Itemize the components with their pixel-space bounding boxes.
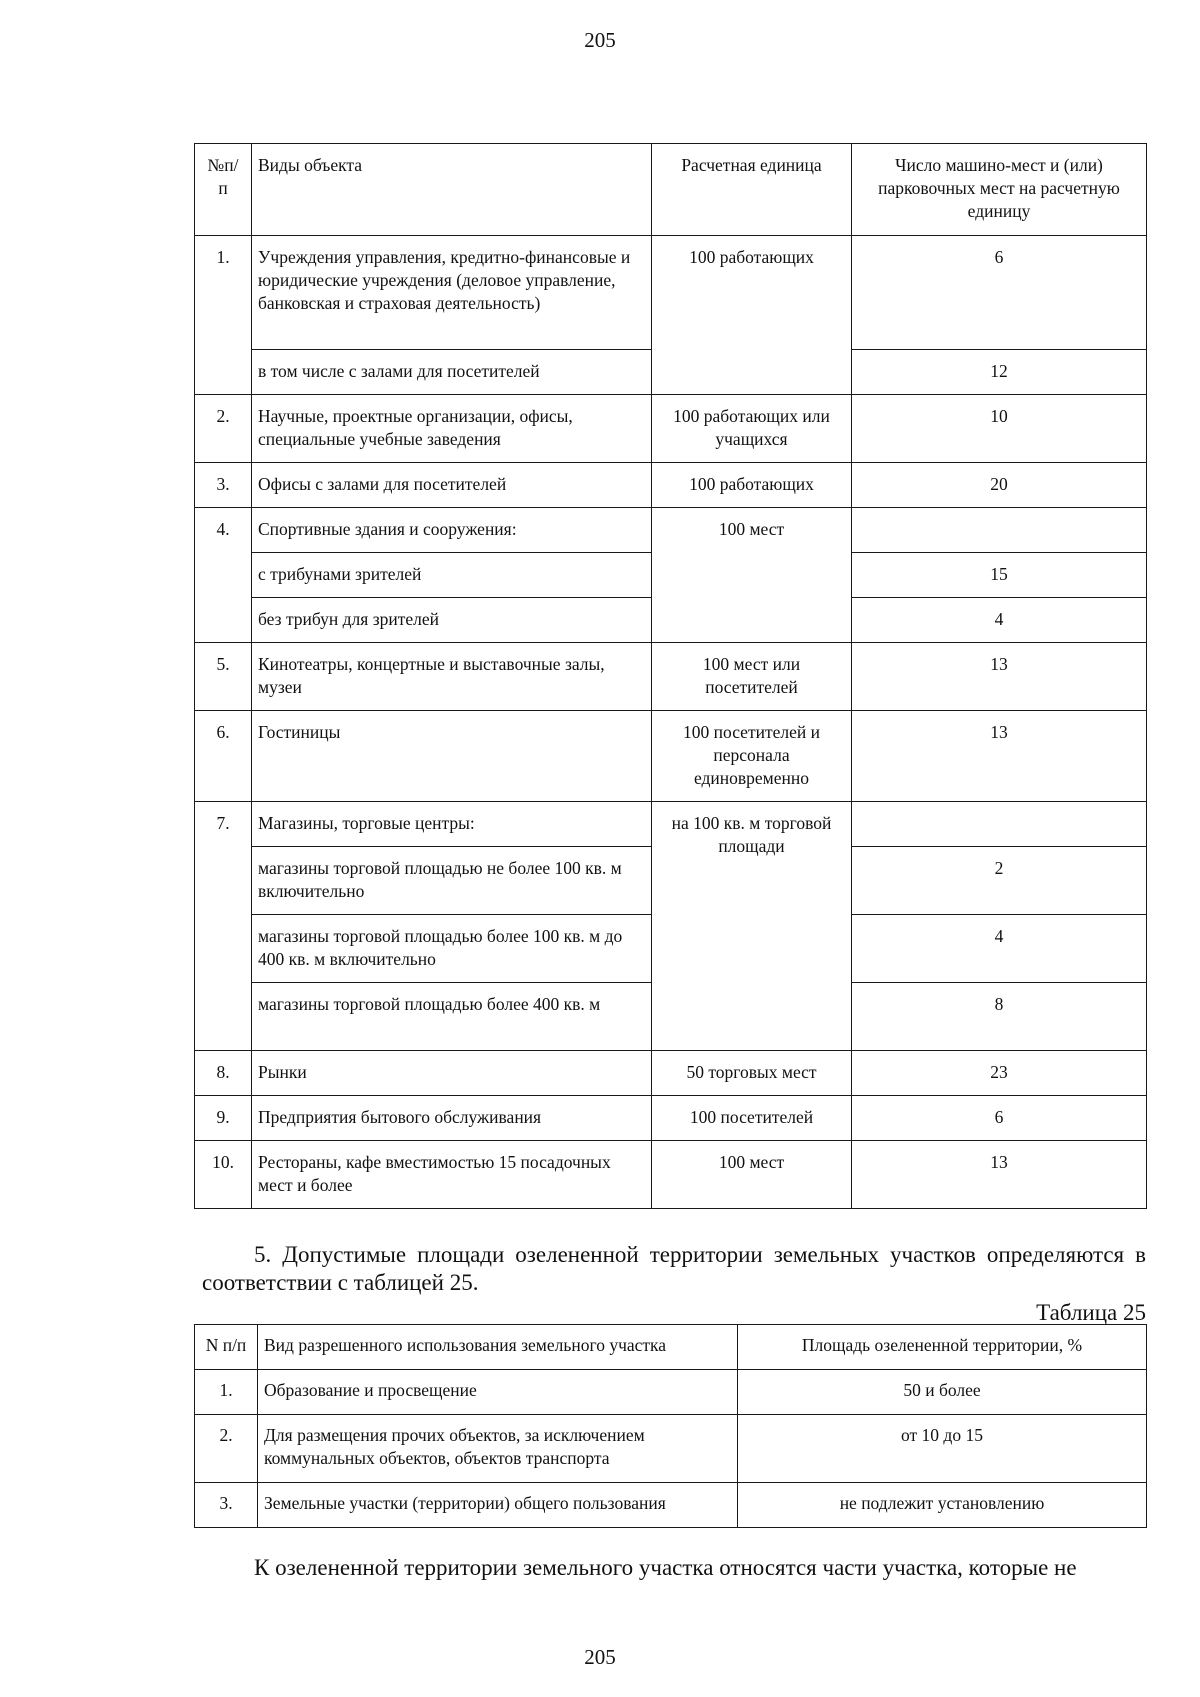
table-row bbox=[195, 508, 1147, 553]
page-number-bottom: 205 bbox=[584, 1645, 616, 1669]
row-land-use: Образование и просвещение bbox=[258, 1370, 738, 1415]
row-num: 1. bbox=[195, 236, 252, 395]
row-object-type: магазины торговой площадью не более 100 кв. м включительно bbox=[252, 847, 652, 915]
row-object-type: без трибун для зрителей bbox=[252, 598, 652, 643]
row-num: 4. bbox=[195, 508, 252, 643]
row-unit: 50 торговых мест bbox=[652, 1051, 852, 1096]
table-row bbox=[195, 463, 1147, 508]
row-object-type: Магазины, торговые центры: bbox=[252, 802, 652, 847]
table-row bbox=[195, 802, 1147, 847]
row-value bbox=[852, 508, 1147, 553]
table-row bbox=[195, 643, 1147, 711]
table-row bbox=[195, 1415, 1147, 1483]
row-value: 15 bbox=[852, 553, 1147, 598]
row-num: 10. bbox=[195, 1141, 252, 1209]
row-value: 6 bbox=[852, 236, 1147, 350]
row-num: 2. bbox=[195, 395, 252, 463]
table-header-row bbox=[195, 1325, 1147, 1370]
row-num: 3. bbox=[195, 1483, 258, 1528]
table-row bbox=[195, 1141, 1147, 1209]
row-object-type: Рестораны, кафе вместимостью 15 посадочных мест и более bbox=[252, 1141, 652, 1209]
row-num: 2. bbox=[195, 1415, 258, 1483]
header-object-type: Виды объекта bbox=[252, 144, 652, 236]
row-unit: 100 работающих или учащихся bbox=[652, 395, 852, 463]
table-row bbox=[195, 1051, 1147, 1096]
row-land-use: Для размещения прочих объектов, за исключением коммунальных объектов, объектов транспорта bbox=[258, 1415, 738, 1483]
row-value: 13 bbox=[852, 711, 1147, 802]
row-value: 20 bbox=[852, 463, 1147, 508]
row-num: 9. bbox=[195, 1096, 252, 1141]
paragraph-green-area-intro: 5. Допустимые площади озелененной территории земельных участков определяются в соответствии с таблицей 25. bbox=[202, 1242, 1146, 1295]
row-object-type: магазины торговой площадью более 100 кв. м до 400 кв. м включительно bbox=[252, 915, 652, 983]
table-row bbox=[195, 711, 1147, 802]
row-value: 23 bbox=[852, 1051, 1147, 1096]
row-object-type: Кинотеатры, концертные и выставочные залы, музеи bbox=[252, 643, 652, 711]
row-unit: 100 мест bbox=[652, 1141, 852, 1209]
row-num: 6. bbox=[195, 711, 252, 802]
table-row bbox=[195, 1483, 1147, 1528]
row-value: 13 bbox=[852, 643, 1147, 711]
table-row bbox=[195, 1370, 1147, 1415]
table-row bbox=[195, 1096, 1147, 1141]
row-unit: 100 посетителей bbox=[652, 1096, 852, 1141]
row-green-area: не подлежит установлению bbox=[738, 1483, 1147, 1528]
row-value bbox=[852, 802, 1147, 847]
row-value: 8 bbox=[852, 983, 1147, 1051]
row-num: 7. bbox=[195, 802, 252, 1051]
row-num: 5. bbox=[195, 643, 252, 711]
row-value: 6 bbox=[852, 1096, 1147, 1141]
row-unit: 100 посетителей и персонала единовременно bbox=[652, 711, 852, 802]
header-unit: Расчетная единица bbox=[652, 144, 852, 236]
row-unit: на 100 кв. м торговой площади bbox=[652, 802, 852, 1051]
table-header-row bbox=[195, 144, 1147, 236]
header-parking-spaces: Число машино-мест и (или) парковочных мест на расчетную единицу bbox=[852, 144, 1147, 236]
row-num: 8. bbox=[195, 1051, 252, 1096]
row-num: 1. bbox=[195, 1370, 258, 1415]
row-unit: 100 работающих bbox=[652, 463, 852, 508]
row-object-type: Офисы с залами для посетителей bbox=[252, 463, 652, 508]
row-object-type: Рынки bbox=[252, 1051, 652, 1096]
header-num: №п/ п bbox=[195, 144, 252, 236]
row-value: 2 bbox=[852, 847, 1147, 915]
row-object-type: Спортивные здания и сооружения: bbox=[252, 508, 652, 553]
row-object-type: Учреждения управления, кредитно-финансовые и юридические учреждения (деловое управление, банковская и страховая деятельность) bbox=[252, 236, 652, 350]
row-value: 10 bbox=[852, 395, 1147, 463]
green-area-table bbox=[194, 1324, 1147, 1528]
row-object-type: магазины торговой площадью более 400 кв. м bbox=[252, 983, 652, 1051]
paragraph-green-area-definition: К озелененной территории земельного участка относятся части участка, которые не bbox=[254, 1555, 1077, 1580]
row-object-type: Научные, проектные организации, офисы, специальные учебные заведения bbox=[252, 395, 652, 463]
header-green-area: Площадь озелененной территории, % bbox=[738, 1325, 1147, 1370]
row-green-area: 50 и более bbox=[738, 1370, 1147, 1415]
row-object-type: с трибунами зрителей bbox=[252, 553, 652, 598]
table-25-caption: Таблица 25 bbox=[1036, 1300, 1146, 1325]
row-unit: 100 работающих bbox=[652, 236, 852, 395]
header-num: N п/п bbox=[195, 1325, 258, 1370]
row-unit: 100 мест bbox=[652, 508, 852, 643]
row-unit: 100 мест или посетителей bbox=[652, 643, 852, 711]
row-land-use: Земельные участки (территории) общего пользования bbox=[258, 1483, 738, 1528]
row-value: 4 bbox=[852, 598, 1147, 643]
row-object-type: Предприятия бытового обслуживания bbox=[252, 1096, 652, 1141]
row-value: 12 bbox=[852, 350, 1147, 395]
page-number-top: 205 bbox=[584, 28, 616, 52]
table-row bbox=[195, 395, 1147, 463]
row-value: 13 bbox=[852, 1141, 1147, 1209]
row-object-type: Гостиницы bbox=[252, 711, 652, 802]
parking-norms-table bbox=[194, 143, 1147, 1209]
table-row bbox=[195, 236, 1147, 350]
row-green-area: от 10 до 15 bbox=[738, 1415, 1147, 1483]
row-object-type: в том числе с залами для посетителей bbox=[252, 350, 652, 395]
header-land-use: Вид разрешенного использования земельного участка bbox=[258, 1325, 738, 1370]
row-num: 3. bbox=[195, 463, 252, 508]
row-value: 4 bbox=[852, 915, 1147, 983]
